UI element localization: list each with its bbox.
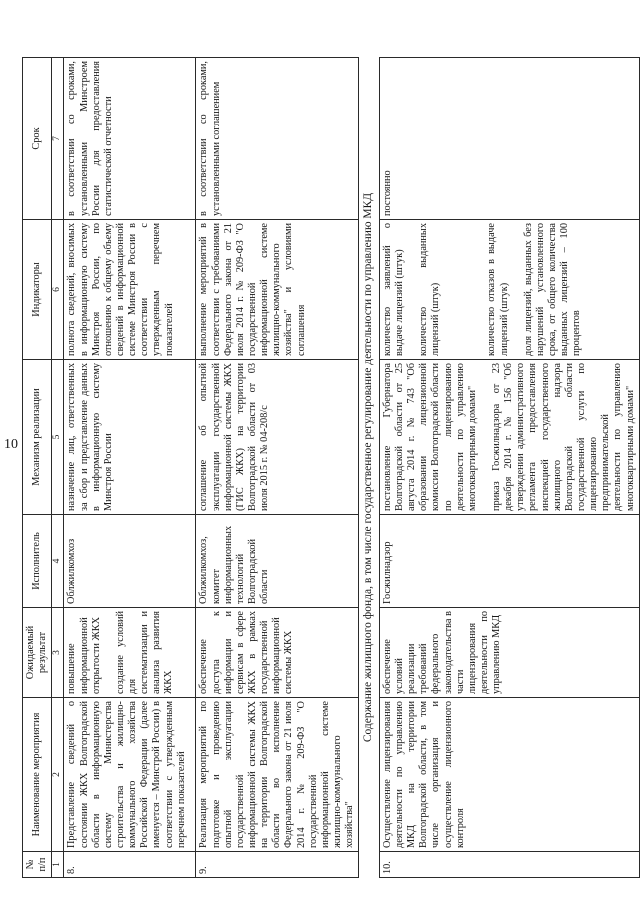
column-number: 5: [52, 360, 64, 515]
row-term: постоянно: [379, 58, 639, 220]
row-num: 9.: [196, 852, 359, 878]
column-number: 7: [52, 58, 64, 220]
indicator-text: количество отказов в выдаче лицензий (штук): [486, 223, 510, 356]
page-number: 10: [4, 437, 18, 452]
row-mechanism: соглашение об опытной эксплуатации государственной информационной системы ЖКХ (ГИС ЖКХ) на территории Волгоградской области от 03 июля 2015 г. № 04-208/с: [196, 360, 359, 515]
row-indicators: [379, 220, 639, 360]
section-title: Содержание жилищного фонда, в том числе государственное регулирование деятельности по управлению МКД: [359, 58, 380, 878]
header-term: Срок: [23, 58, 52, 220]
row-mechanism: [379, 360, 639, 515]
row-mechanism: назначение лиц, ответственных за сбор и представление данных в информационную систему Минстроя России: [64, 360, 196, 515]
indicator-text: количество заявлений о выдаче лицензий (штук): [381, 223, 406, 356]
section-row: [359, 58, 380, 878]
column-number: 1: [52, 852, 64, 878]
row-name: Осуществление лицензирования деятельности по управлению МКД на территории Волгоградской области, в том числе организация и осуществление лицензионного контроля: [379, 698, 639, 852]
indicator-text: доля лицензий, выданных без нарушений установленного срока, от общего количества выданных лицензий – 100 процентов: [522, 223, 583, 356]
table-row: [379, 58, 639, 878]
column-number: 2: [52, 698, 64, 852]
column-numbers-row: [52, 58, 64, 878]
table-row: [64, 58, 196, 878]
row-num: 8.: [64, 852, 196, 878]
row-term: в соответствии со сроками, установленными соглашением: [196, 58, 359, 220]
column-number: 4: [52, 515, 64, 608]
row-num: 10.: [379, 852, 639, 878]
header-name: Наименование мероприятия: [23, 698, 52, 852]
row-indicators: выполнение мероприятий в соответствии с требованиями Федерального закона от 21 июля 2014 г. № 209-ФЗ "О государственной информационной системе жилищно-коммунального хозяйства" и условиями соглашения: [196, 220, 359, 360]
column-number: 6: [52, 220, 64, 360]
result-text: создание условий для систематизации и анализа развития ЖКХ: [114, 611, 175, 694]
table-row: [196, 58, 359, 878]
header-indicators: Индикаторы: [23, 220, 52, 360]
column-number: 3: [52, 608, 64, 698]
header-result: Ожидаемый результат: [23, 608, 52, 698]
row-executor: Облжилкомхоз, комитет информационных технологий Волгоградской области: [196, 515, 359, 608]
rotated-page: [22, 58, 636, 878]
header-num: № п/п: [23, 852, 52, 878]
result-text: повышение информационной открытости ЖКХ: [66, 616, 102, 694]
mechanism-text: приказ Госжилнадзора от 23 декабря 2014 г. № 156 "Об утверждении административного регламента предоставления инспекцией государственного жилищного надзора Волгоградской области государственной услуги по лицензированию предпринимательской деятельности по управлению многоквартирными домами": [491, 363, 636, 511]
row-result: [64, 608, 196, 698]
row-result: обеспечение доступа к информации и сервисам в сфере ЖКХ в рамках государственной информационной системы ЖКХ: [196, 608, 359, 698]
measures-table: [22, 57, 640, 878]
header-row: [23, 58, 52, 878]
row-executor: Облжилкомхоз: [64, 515, 196, 608]
indicator-text: количество выданных лицензий (штук): [418, 223, 442, 356]
header-mechanism: Механизм реализации: [23, 360, 52, 515]
row-term: в соответствии со сроками, установленными Минстроем России для предоставления статистической отчетности: [64, 58, 196, 220]
row-name: Представление сведений о состоянии ЖКХ Волгоградской области в информационную систему Министерства строительства и жилищно-коммунального хозяйства Российской Федерации (далее именуется – Минстрой России) в соответствии с утвержденным перечнем показателей: [64, 698, 196, 852]
row-executor: Госжилнадзор: [379, 515, 639, 608]
header-executor: Исполнитель: [23, 515, 52, 608]
row-indicators: полнота сведений, вносимых в информационную систему Минстроя России, по отношению к общему объему сведений в информационной системе Минстроя России в соответствии с утвержденным перечнем показателей: [64, 220, 196, 360]
mechanism-text: постановление Губернатора Волгоградской области от 25 августа 2014 г. № 743 "Об образовании лицензионной комиссии Волгоградской области по лицензированию деятельности по управлению многоквартирными домами": [381, 363, 478, 511]
row-name: Реализация мероприятий по подготовке и проведению опытной эксплуатации государственной информационной системы ЖКХ на территории Волгоградской области во исполнение Федерального закона от 21 июля 2014 г. № 209-ФЗ "О государственной информационной системе жилищно-коммунального хозяйства": [196, 698, 359, 852]
row-result: обеспечение условий реализации требований федерального законодательства в части лицензирования деятельности по управлению МКД: [379, 608, 639, 698]
